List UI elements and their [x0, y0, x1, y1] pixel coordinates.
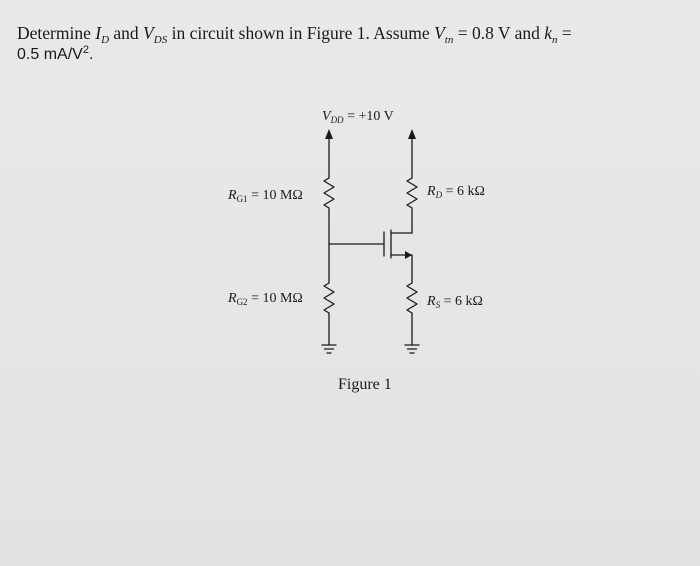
problem-text: and: [109, 23, 144, 43]
rd-label: $R_D = 6$ kΩ: [427, 184, 485, 200]
problem-text: = 0.8 V and: [453, 23, 545, 43]
figure-caption: Figure 1: [338, 376, 392, 393]
vdd-left-arrow-icon: [325, 129, 333, 139]
vdd-label: $V_{DD} = +10$ V: [322, 109, 394, 125]
problem-text: =: [557, 23, 572, 43]
rs-label: $R_S = 6$ kΩ: [427, 294, 483, 310]
rs-resistor-symbol: [407, 283, 417, 313]
var-id: I: [95, 23, 102, 43]
var-kn-subscript: n: [552, 34, 558, 46]
var-vtn-subscript: tn: [444, 34, 454, 46]
kn-value: 0.5 mA/V: [17, 46, 83, 63]
mosfet-source-arrow-icon: [405, 251, 412, 259]
rg2-resistor-symbol: [324, 283, 334, 313]
problem-text: in circuit shown in Figure 1. Assume: [167, 23, 435, 43]
var-kn: k: [544, 23, 553, 43]
problem-period: .: [88, 46, 94, 63]
var-vds: V: [143, 23, 154, 43]
rd-resistor-symbol: [407, 178, 417, 208]
rg1-resistor-symbol: [324, 178, 334, 208]
vdd-right-arrow-icon: [408, 129, 416, 139]
kn-value-exponent: 2: [82, 44, 89, 56]
var-vtn: V: [434, 23, 445, 43]
var-id-subscript: D: [101, 34, 110, 46]
rg1-label: $R_{G1} = 10$ MΩ: [228, 188, 303, 204]
problem-text: Determine: [17, 23, 96, 43]
rg2-label: $R_{G2} = 10$ MΩ: [228, 291, 303, 307]
var-vds-subscript: DS: [153, 34, 168, 46]
